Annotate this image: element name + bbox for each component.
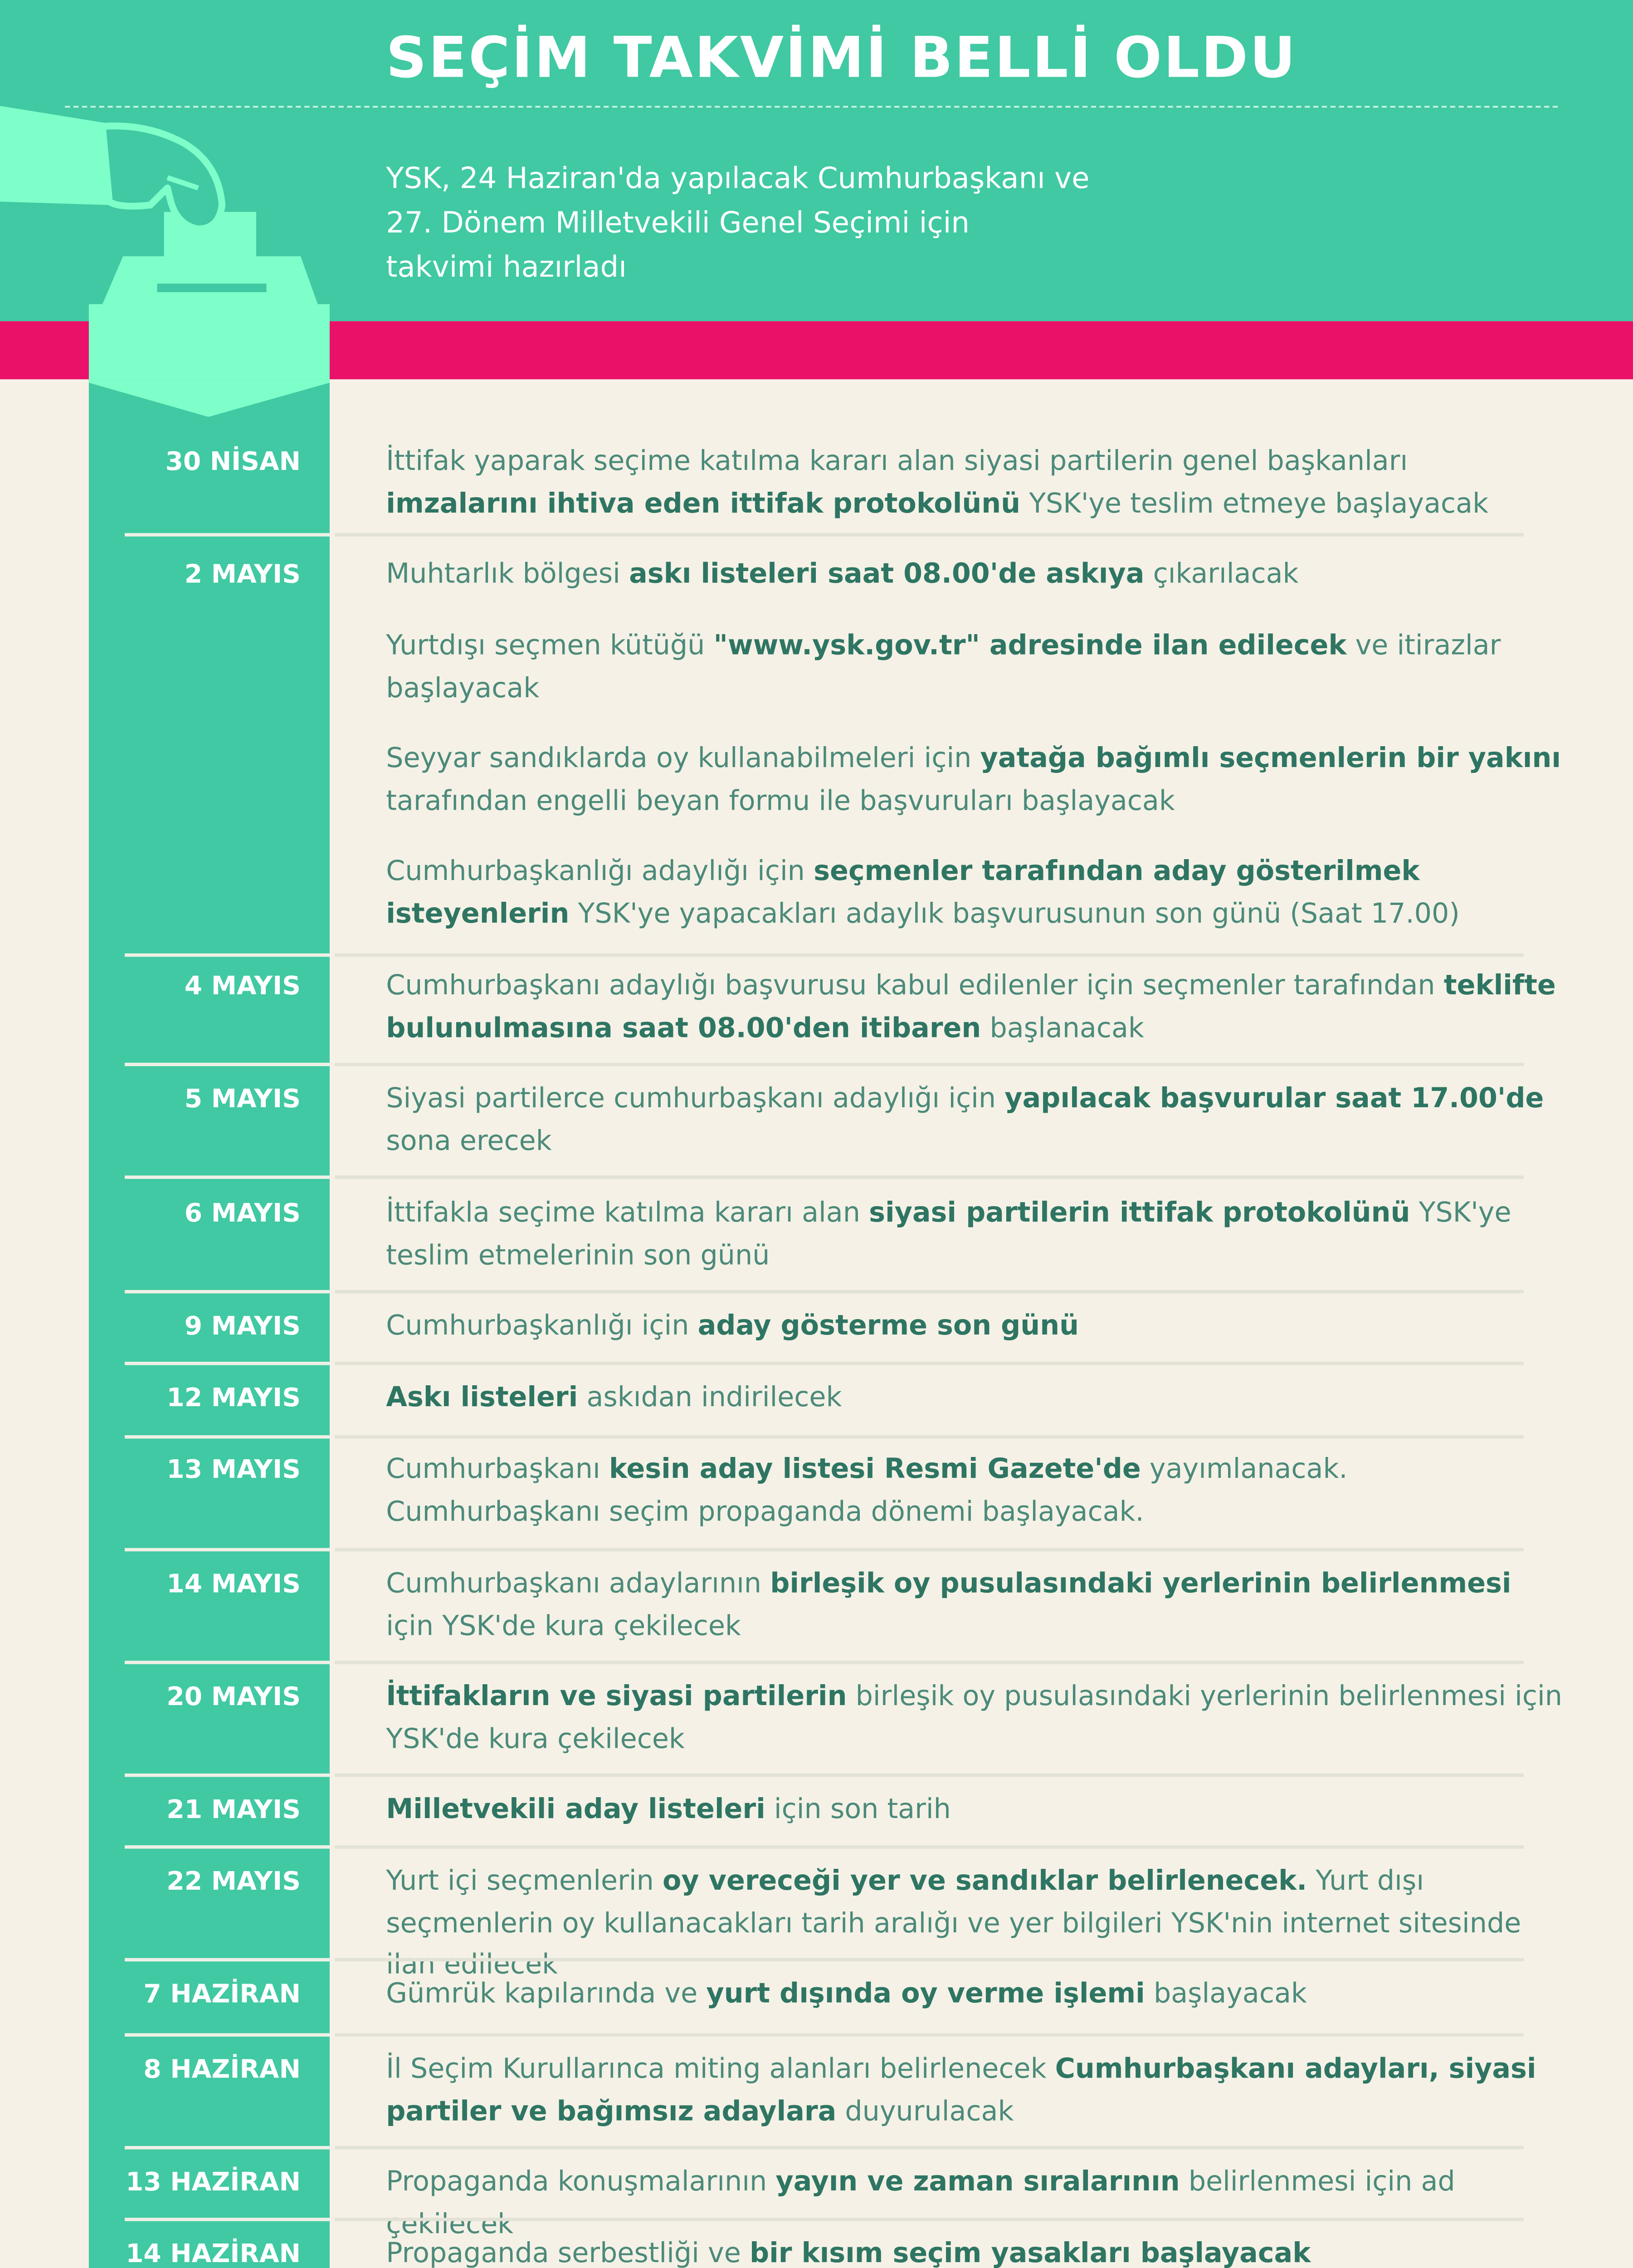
timeline-date: 4 MAYIS bbox=[184, 970, 301, 1002]
timeline-date: 14 HAZİRAN bbox=[126, 2238, 301, 2268]
timeline-description: Cumhurbaşkanı kesin aday listesi Resmi Gazete'de yayımlanacak. Cumhurbaşkanı seçim propaganda dönemi başlayacak. bbox=[386, 1452, 1348, 1527]
row-divider bbox=[125, 1774, 330, 1777]
timeline-description: Yurtdışı seçmen kütüğü "www.ysk.gov.tr" adresinde ilan edilecek ve itirazlar başlayacak bbox=[386, 629, 1501, 703]
row-divider bbox=[335, 1175, 1524, 1179]
row-divider bbox=[335, 953, 1524, 957]
dashed-divider bbox=[65, 106, 1558, 108]
timeline-description: Askı listeleri askıdan indirilecek bbox=[386, 1380, 842, 1413]
row-divider bbox=[125, 1958, 330, 1962]
row-divider bbox=[125, 2218, 330, 2221]
row-divider bbox=[125, 533, 330, 537]
timeline-description: Propaganda konuşmalarının yayın ve zaman sıralarının belirlenmesi için ad çekilecek bbox=[386, 2165, 1455, 2239]
page-title: SEÇİM TAKVİMİ BELLİ OLDU bbox=[386, 24, 1297, 91]
timeline-date: 22 MAYIS bbox=[166, 1866, 301, 1897]
timeline-date: 5 MAYIS bbox=[184, 1083, 301, 1114]
timeline-description: Milletvekili aday listeleri için son tarih bbox=[386, 1792, 951, 1825]
row-divider bbox=[125, 1435, 330, 1439]
row-divider bbox=[335, 1958, 1524, 1962]
timeline-description: Cumhurbaşkanlığı adaylığı için seçmenler tarafından aday gösterilmek isteyenlerin YSK'ye yapacakları adaylık başvurusunun son günü (Saat 17.00) bbox=[386, 854, 1460, 929]
row-divider bbox=[335, 2218, 1524, 2221]
timeline-description: Gümrük kapılarında ve yurt dışında oy verme işlemi başlayacak bbox=[386, 1977, 1307, 2009]
timeline-description: Seyyar sandıklarda oy kullanabilmeleri için yatağa bağımlı seçmenlerin bir yakını tarafından engelli beyan formu ile başvuruları başlayacak bbox=[386, 741, 1561, 816]
row-divider bbox=[335, 1063, 1524, 1066]
row-divider bbox=[125, 1548, 330, 1552]
timeline-date: 14 MAYIS bbox=[166, 1568, 301, 1599]
row-divider bbox=[335, 1661, 1524, 1664]
row-divider bbox=[335, 1845, 1524, 1849]
hand-with-ballot-icon bbox=[102, 126, 222, 229]
row-divider bbox=[335, 1774, 1524, 1777]
timeline-description: Cumhurbaşkanı adaylığı başvurusu kabul edilenler için seçmenler tarafından teklifte bulunulmasına saat 08.00'den itibaren başlanacak bbox=[386, 968, 1556, 1043]
row-divider bbox=[335, 533, 1524, 537]
row-divider bbox=[125, 1845, 330, 1849]
timeline-description: İl Seçim Kurullarınca miting alanları belirlenecek Cumhurbaşkanı adayları, siyasi partiler ve bağımsız adaylara duyurulacak bbox=[386, 2052, 1536, 2126]
row-divider bbox=[125, 2033, 330, 2037]
timeline-date: 20 MAYIS bbox=[166, 1681, 301, 1712]
row-divider bbox=[125, 1290, 330, 1294]
timeline-date: 9 MAYIS bbox=[184, 1310, 301, 1341]
row-divider bbox=[335, 1290, 1524, 1294]
timeline-date: 30 NİSAN bbox=[165, 446, 301, 477]
row-divider bbox=[125, 2146, 330, 2150]
row-divider bbox=[125, 1661, 330, 1664]
timeline-date: 13 HAZİRAN bbox=[126, 2166, 301, 2197]
timeline-description: Cumhurbaşkanı adaylarının birleşik oy pusulasındaki yerlerinin belirlenmesi için YSK'de kura çekilecek bbox=[386, 1567, 1511, 1641]
row-divider bbox=[335, 1362, 1524, 1365]
row-divider bbox=[125, 1063, 330, 1066]
timeline-date: 21 MAYIS bbox=[166, 1794, 301, 1825]
row-divider bbox=[125, 953, 330, 957]
timeline-date: 8 HAZİRAN bbox=[143, 2053, 301, 2085]
row-divider bbox=[335, 2033, 1524, 2037]
ballot-box-icon bbox=[0, 0, 393, 427]
timeline-description: Cumhurbaşkanlığı için aday gösterme son günü bbox=[386, 1309, 1079, 1341]
timeline-date: 13 MAYIS bbox=[166, 1454, 301, 1485]
timeline-description: Propaganda serbestliği ve bir kısım seçim yasakları başlayacak bbox=[386, 2236, 1311, 2268]
row-divider bbox=[125, 1362, 330, 1365]
timeline-description: İttifakların ve siyasi partilerin birleşik oy pusulasındaki yerlerinin belirlenmesi için YSK'de kura çekilecek bbox=[386, 1679, 1562, 1754]
row-divider bbox=[335, 1435, 1524, 1439]
timeline-date: 12 MAYIS bbox=[166, 1382, 301, 1413]
row-divider bbox=[125, 1175, 330, 1179]
timeline-description: Siyasi partilerce cumhurbaşkanı adaylığı için yapılacak başvurular saat 17.00'de sona erecek bbox=[386, 1081, 1544, 1156]
row-divider bbox=[335, 2146, 1524, 2150]
timeline-date: 6 MAYIS bbox=[184, 1198, 301, 1229]
timeline-description: İttifak yaparak seçime katılma kararı alan siyasi partilerin genel başkanları imzalarını ihtiva eden ittifak protokolünü YSK'ye teslim etmeye başlayacak bbox=[386, 444, 1488, 519]
timeline-description: Yurt içi seçmenlerin oy vereceği yer ve sandıklar belirlenecek. Yurt dışı seçmenlerin oy kullanacakları tarih aralığı ve yer bilgileri YSK'nin internet sitesinde ilan edilecek bbox=[386, 1864, 1521, 1980]
timeline-date: 7 HAZİRAN bbox=[143, 1978, 301, 2009]
timeline-date: 2 MAYIS bbox=[184, 558, 301, 590]
timeline-description: İttifakla seçime katılma kararı alan siyasi partilerin ittifak protokolünü YSK'ye teslim etmelerinin son günü bbox=[386, 1196, 1511, 1271]
subtitle: YSK, 24 Haziran'da yapılacak Cumhurbaşkanı ve 27. Dönem Milletvekili Genel Seçimi için takvimi hazırladı bbox=[386, 162, 1090, 286]
timeline-description: Muhtarlık bölgesi askı listeleri saat 08.00'de askıya çıkarılacak bbox=[386, 557, 1299, 590]
row-divider bbox=[335, 1548, 1524, 1552]
